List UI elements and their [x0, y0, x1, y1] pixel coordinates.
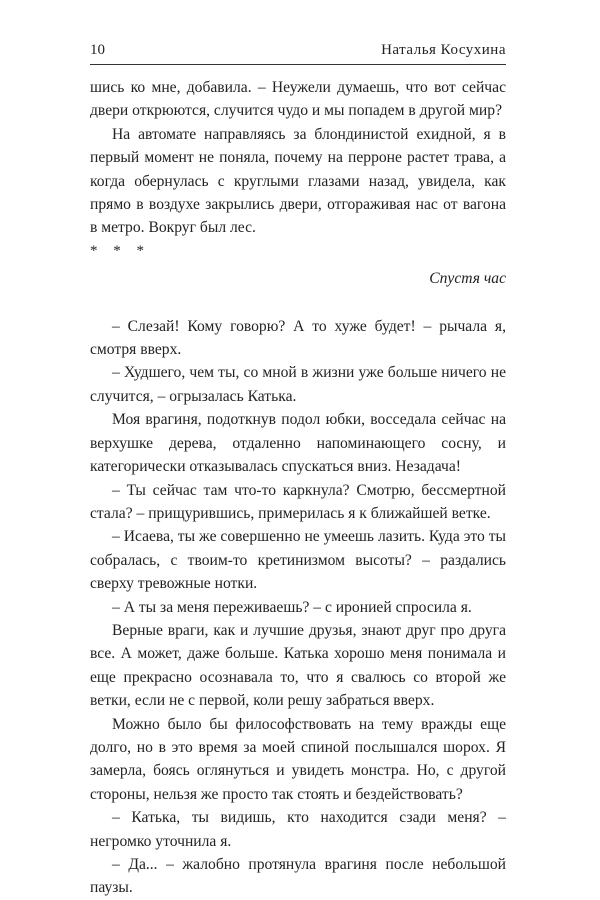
paragraph: – А ты за меня переживаешь? – с иронией спросила я. [112, 598, 472, 616]
paragraph: – Катька, ты видишь, кто находится сзади меня? – негромко уточнила я. [90, 809, 506, 850]
paragraph: – Слезай! Кому говорю? А то хуже будет! – рычала я, смотря вверх. [90, 317, 506, 359]
running-head-author: Наталья Косухина [381, 42, 506, 58]
paragraph: Моя врагиня, подоткнув подол юбки, восседала сейчас на верхушке дерева, отдаленно напоминающего сосну, и категорически отказывалась спускаться вниз. Незадача! [90, 411, 506, 476]
paragraph: шись ко мне, добавила. – Неужели думаешь, что вот сейчас двери открюются, случится чудо и мы попадем в другой мир? [90, 79, 506, 120]
paragraph: – Исаева, ты же совершенно не умеешь лазить. Куда это ты собралась, с твоим-то кретинизмом высоты? – раздались сверху тревожные нотки. [90, 528, 506, 593]
scene-break: * * * [90, 242, 150, 259]
paragraph: – Ты сейчас там что-то каркнула? Смотрю, бессмертной стала? – прищурившись, примерилась я к ближайшей ветке. [90, 481, 506, 522]
page-header [90, 36, 506, 65]
page-number: 10 [90, 42, 105, 58]
paragraph: На автомате направляясь за блондинистой ехидной, я в первый момент не поняла, почему на перроне растет трава, а когда обернулась с круглыми глазами назад, увидела, как прямо в воздухе закрылись двери, отгораживая нас от вагона в метро. Вокруг был лес. [90, 125, 506, 237]
paragraph: Верные враги, как и лучшие друзья, знают друг про друга все. А может, даже больше. Катька хорошо меня понимала и еще прекрасно осознавала то, что я свалюсь со второй же ветки, если не с первой, коли решу забраться вверх. [90, 621, 506, 710]
paragraph: – Худшего, чем ты, со мной в жизни уже больше ничего не случится, – огрызалась Катька. [90, 364, 506, 405]
paragraph: Можно было бы философствовать на тему вражды еще долго, но в это время за моей спиной послышался шорох. Я замерла, боясь оглянуться и увидеть монстра. Но, с другой стороны, нельзя же просто так стоять и бездействовать? [90, 715, 506, 803]
scene-subheading: Спустя час [429, 270, 506, 288]
page-body [90, 76, 506, 900]
paragraph: – Да... – жалобно протянула врагиня после небольшой паузы. [90, 856, 506, 897]
